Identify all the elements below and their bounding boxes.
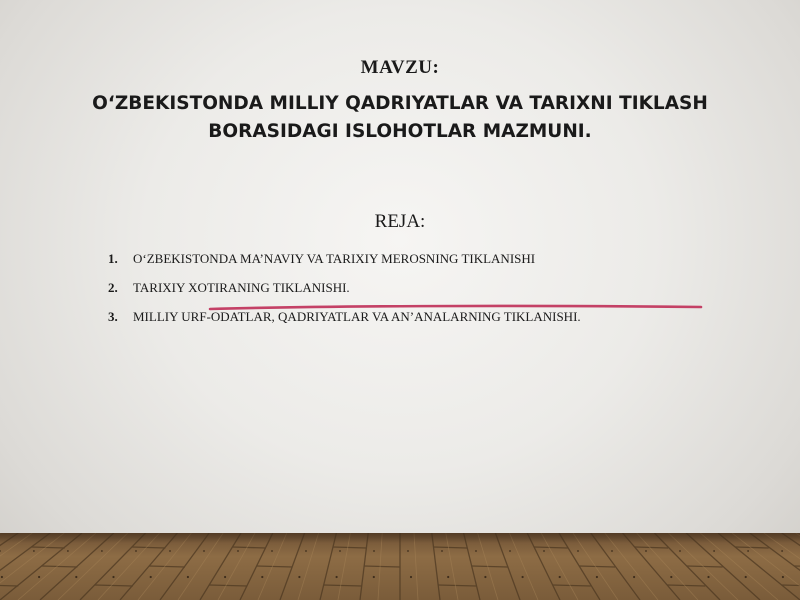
- plan-list: [108, 244, 728, 331]
- plan-item-number: 1.: [108, 250, 118, 266]
- plan-item-3: [108, 302, 728, 331]
- plan-item-2: [108, 273, 728, 302]
- plan-item-number: 2.: [108, 279, 118, 295]
- slide-heading: MAVZU:: [360, 57, 440, 78]
- plan-item-1: [108, 244, 728, 273]
- slide-title: O‘ZBEKISTONDA MILLIY QADRIYATLAR VA TARIXNI TIKLASH BORASIDAGI ISLOHOTLAR MAZMUNI.: [92, 93, 708, 142]
- plan-item-text: O‘ZBEKISTONDA MA’NAVIY VA TARIXIY MEROSNING TIKLANISHI: [133, 250, 536, 266]
- plan-item-text: TARIXIY XOTIRANING TIKLANISHI.: [133, 279, 350, 295]
- plan-item-number: 3.: [108, 308, 118, 324]
- wooden-floor-icon: [0, 533, 800, 600]
- plan-item-text: MILLIY URF-ODATLAR, QADRIYATLAR VA AN’ANALARNING TIKLANISHI.: [133, 308, 581, 324]
- plan-heading: REJA:: [374, 211, 426, 232]
